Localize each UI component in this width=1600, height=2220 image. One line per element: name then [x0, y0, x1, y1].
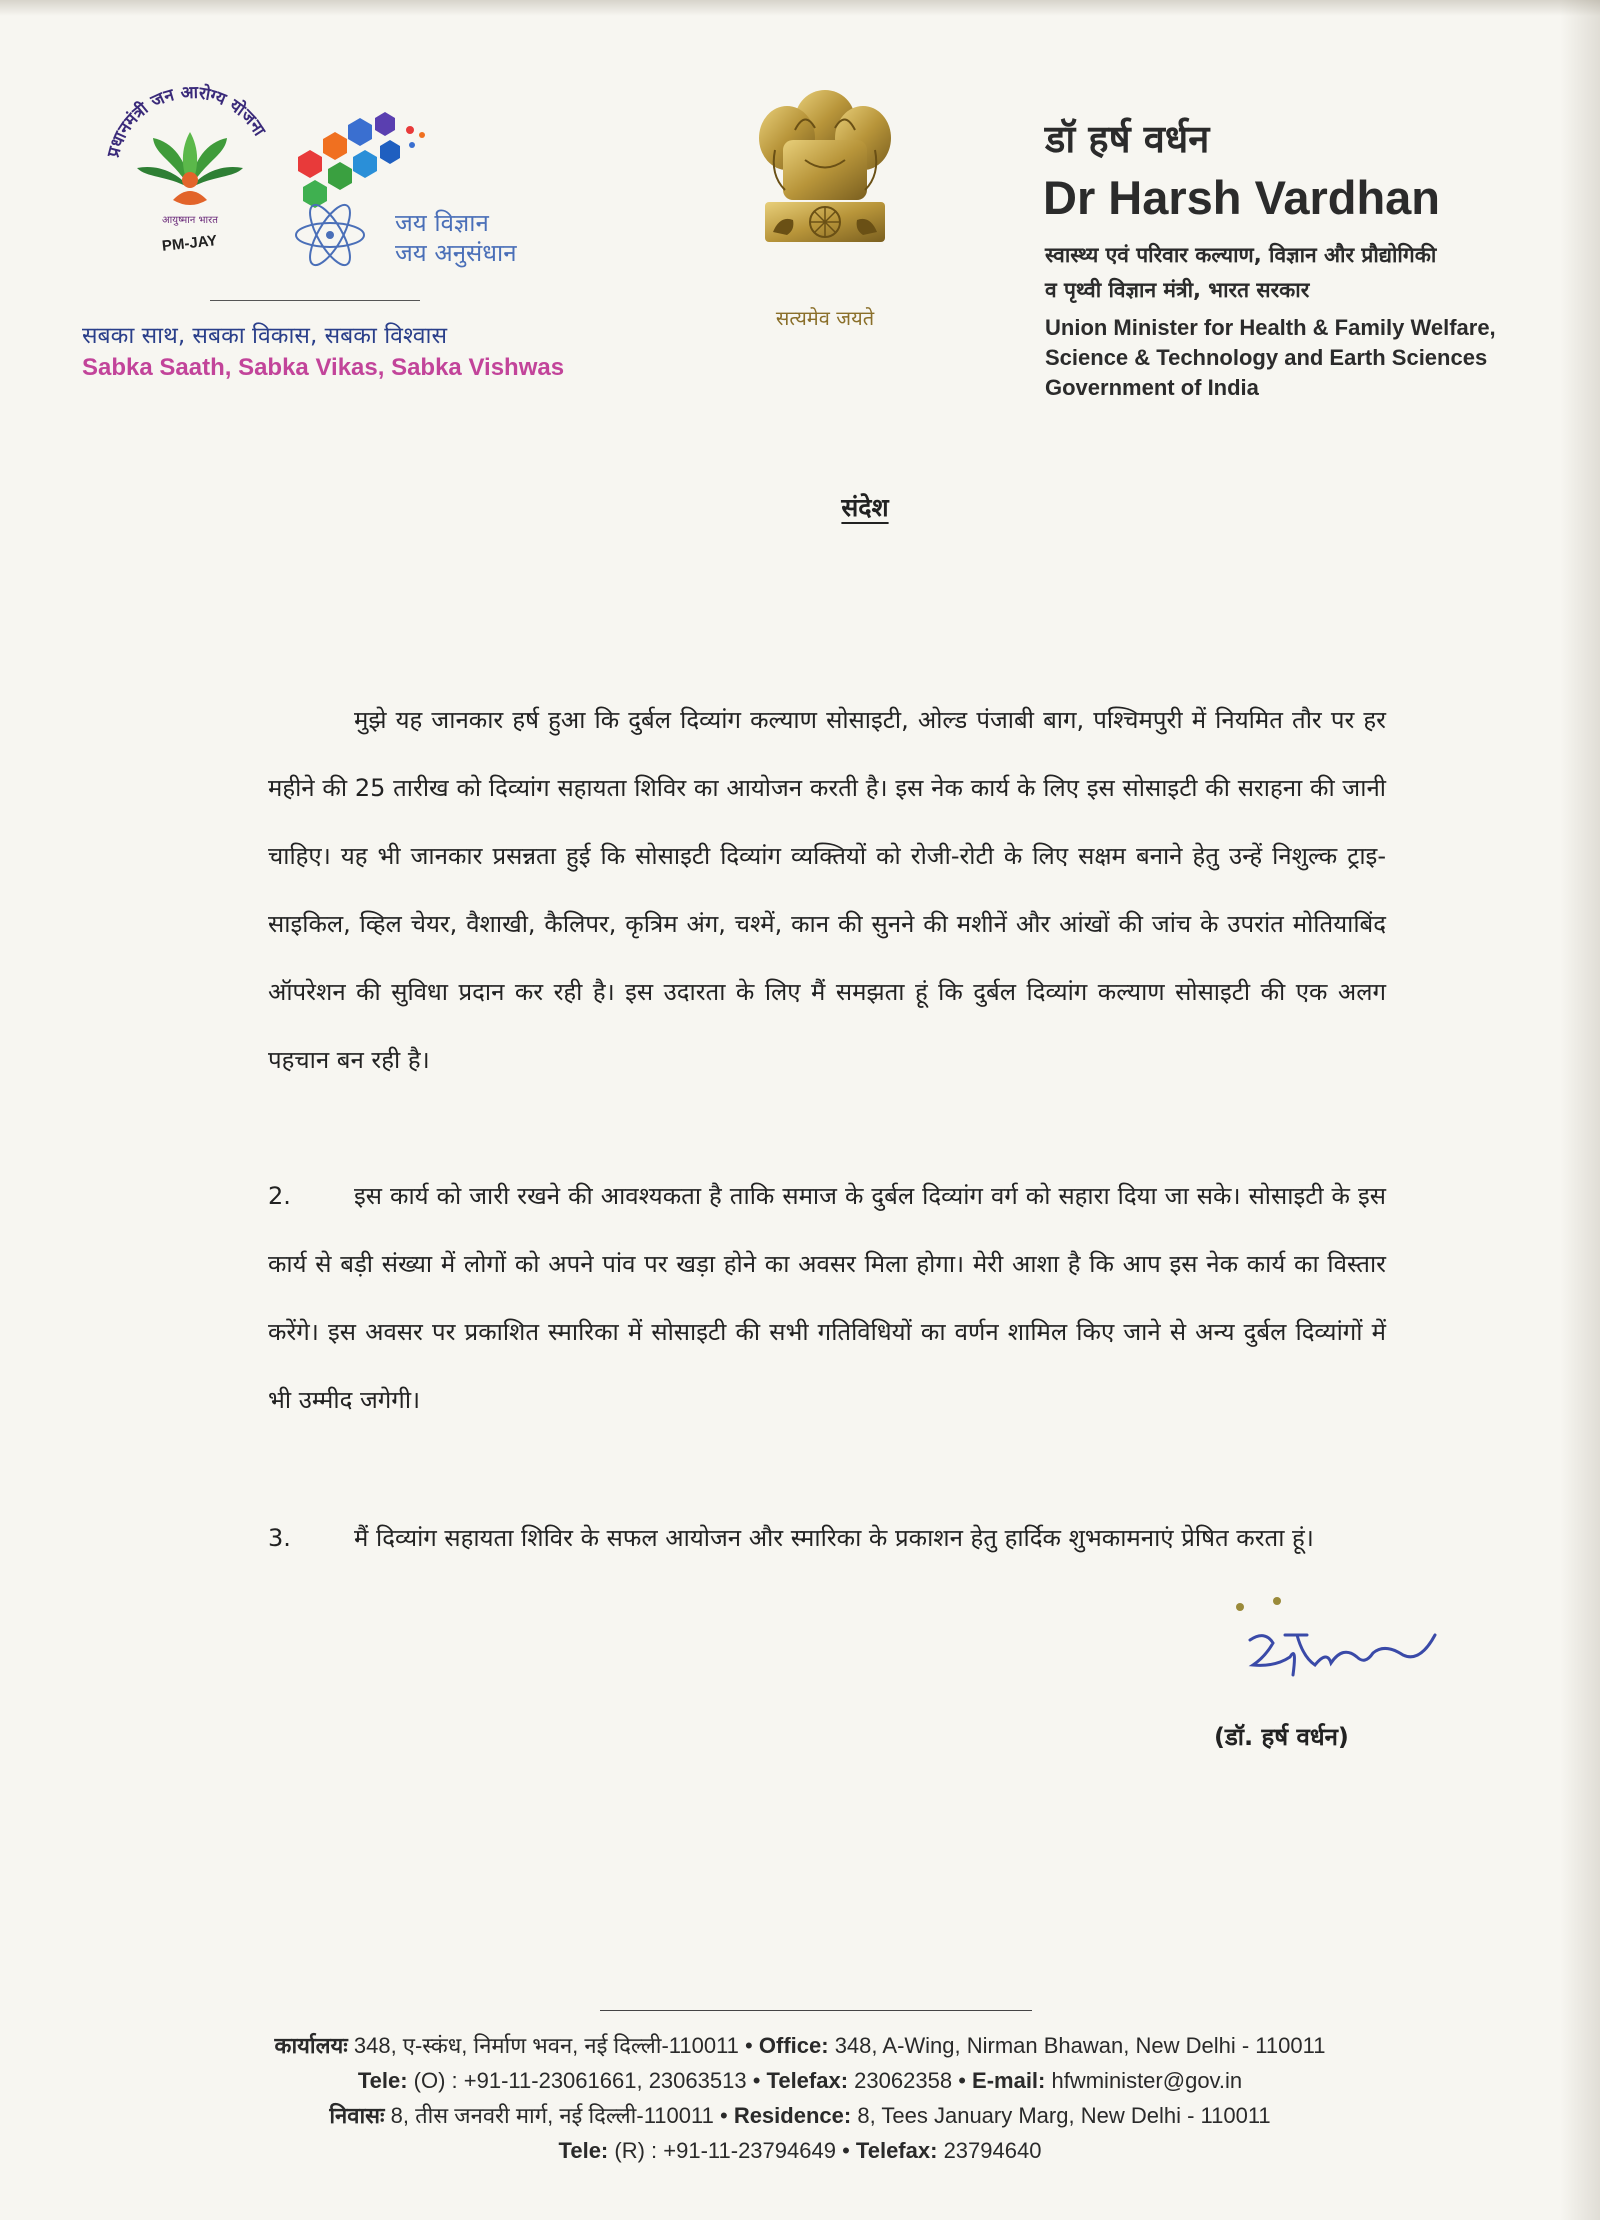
paragraph-3-number: 3.	[268, 1524, 291, 1552]
title-english-line-3: Government of India	[1045, 375, 1259, 400]
separator: •	[958, 2068, 966, 2093]
scan-top-shade	[0, 0, 1600, 16]
footer-residence-phone-line	[0, 2133, 1600, 2168]
pmjay-sub-text: आयुष्मान भारत	[162, 215, 218, 226]
paragraph-2	[268, 1162, 1386, 1434]
slogan-english: Sabka Saath, Sabka Vikas, Sabka Vishwas	[82, 354, 565, 381]
email-label: E-mail:	[972, 2068, 1046, 2093]
slogan-hindi: सबका साथ, सबका विकास, सबका विश्वास	[82, 323, 448, 349]
minister-name-english: Dr Harsh Vardhan	[1043, 171, 1441, 224]
title-english-line-1: Union Minister for Health & Family Welfare,	[1045, 315, 1496, 340]
telefax-office-label: Telefax:	[766, 2068, 849, 2093]
title-hindi-line-1: स्वास्थ्य एवं परिवार कल्याण, विज्ञान और प्रौद्योगिकी	[1045, 243, 1437, 267]
minister-name-hindi: डॉ हर्ष वर्धन	[1045, 117, 1210, 161]
science-slogan	[395, 208, 517, 268]
email-address: hfwminister@gov.in	[1051, 2068, 1243, 2093]
separator: •	[745, 2033, 753, 2058]
residence-english-label: Residence:	[733, 2103, 852, 2128]
letter-heading	[0, 490, 1600, 524]
title-english-line-2: Science & Technology and Earth Sciences	[1045, 345, 1488, 370]
national-emblem-icon	[745, 80, 905, 295]
science-line-2: जय अनुसंधान	[395, 239, 517, 267]
paragraph-3-text: मैं दिव्यांग सहायता शिविर के सफल आयोजन और स्मारिका के प्रकाशन हेतु हार्दिक शुभकामनाएं प्रेषित करता हूं।	[354, 1524, 1314, 1552]
office-english-label: Office:	[758, 2033, 829, 2058]
pmjay-arc-text: प्रधानमंत्री जन आरोग्य योजना	[103, 82, 270, 160]
footer-office-phone-line	[0, 2063, 1600, 2098]
minister-title-english	[1045, 313, 1585, 403]
tele-residence-label: Tele:	[558, 2138, 609, 2163]
residence-hindi-address: 8, तीस जनवरी मार्ग, नई दिल्ली-110011	[390, 2103, 714, 2128]
tele-residence-number: (R) : +91-11-23794649	[614, 2138, 836, 2163]
slogan-divider	[210, 300, 420, 301]
telefax-office-number: 23062358	[854, 2068, 953, 2093]
letter-heading-text: संदेश	[841, 493, 889, 522]
telefax-residence-label: Telefax:	[855, 2138, 938, 2163]
tele-office-number: (O) : +91-11-23061661, 23063513	[413, 2068, 747, 2093]
paragraph-2-text: इस कार्य को जारी रखने की आवश्यकता है ताकि समाज के दुर्बल दिव्यांग वर्ग को सहारा दिया जा सके। सोसाइटी के इस कार्य से बड़ी संख्या में लोगों को अपने पांव पर खड़ा होने का अवसर मिला होगा। मेरी आशा है कि आप इस नेक कार्य का विस्तार करेंगे। इस अवसर पर प्रकाशित स्मारिका में सोसाइटी की सभी गतिविधियों का वर्णन शामिल किए जाने से अन्य दुर्बल दिव्यांगों में भी उम्मीद जगेगी।	[268, 1182, 1386, 1414]
separator: •	[752, 2068, 761, 2093]
signature-icon	[1235, 1595, 1455, 1705]
paragraph-3	[268, 1504, 1386, 1572]
science-line-1: जय विज्ञान	[395, 209, 489, 237]
office-hindi-label: कार्यालयः	[274, 2033, 348, 2058]
telefax-residence-number: 23794640	[943, 2138, 1042, 2163]
residence-english-address: 8, Tees January Marg, New Delhi - 110011	[857, 2103, 1271, 2128]
pmjay-logo-icon	[95, 60, 285, 260]
footer-divider	[600, 2010, 1032, 2011]
paragraph-1: मुझे यह जानकार हर्ष हुआ कि दुर्बल दिव्यांग कल्याण सोसाइटी, ओल्ड पंजाबी बाग, पश्चिमपुरी में नियमित तौर पर हर महीने की 25 तारीख को दिव्यांग सहायता शिविर का आयोजन करती है। इस नेक कार्य के लिए इस सोसाइटी की सराहना की जानी चाहिए। यह भी जानकार प्रसन्नता हुई कि सोसाइटी दिव्यांग व्यक्तियों को रोजी-रोटी के लिए सक्षम बनाने हेतु उन्हें निशुल्क ट्राइ-साइकिल, व्हिल चेयर, वैशाखी, कैलिपर, कृत्रिम अंग, चश्में, कान की सुनने की मशीनें और आंखों की जांच के उपरांत मोतियाबिंद ऑपरेशन की सुविधा प्रदान कर रही है। इस उदारता के लिए मैं समझता हूं कि दुर्बल दिव्यांग कल्याण सोसाइटी की एक अलग पहचान बन रही है।	[268, 706, 1386, 1074]
signatory-name: (डॉ. हर्ष वर्धन)	[1214, 1723, 1349, 1751]
tele-office-label: Tele:	[357, 2068, 408, 2093]
separator: •	[842, 2138, 850, 2163]
footer-residence-line	[0, 2098, 1600, 2133]
title-hindi-line-2: व पृथ्वी विज्ञान मंत्री, भारत सरकार	[1045, 278, 1310, 302]
emblem-motto: सत्यमेव जयते	[775, 306, 875, 330]
footer-office-line	[0, 2028, 1600, 2063]
residence-hindi-label: निवासः	[329, 2103, 385, 2128]
office-english-address: 348, A-Wing, Nirman Bhawan, New Delhi - 110011	[834, 2033, 1326, 2058]
footer-contact	[0, 2028, 1600, 2168]
paragraph-2-number: 2.	[268, 1182, 291, 1210]
pmjay-label: PM-JAY	[161, 232, 218, 255]
separator: •	[719, 2103, 728, 2128]
office-hindi-address: 348, ए-स्कंध, निर्माण भवन, नई दिल्ली-110011	[353, 2033, 739, 2058]
minister-title-hindi	[1045, 238, 1565, 308]
